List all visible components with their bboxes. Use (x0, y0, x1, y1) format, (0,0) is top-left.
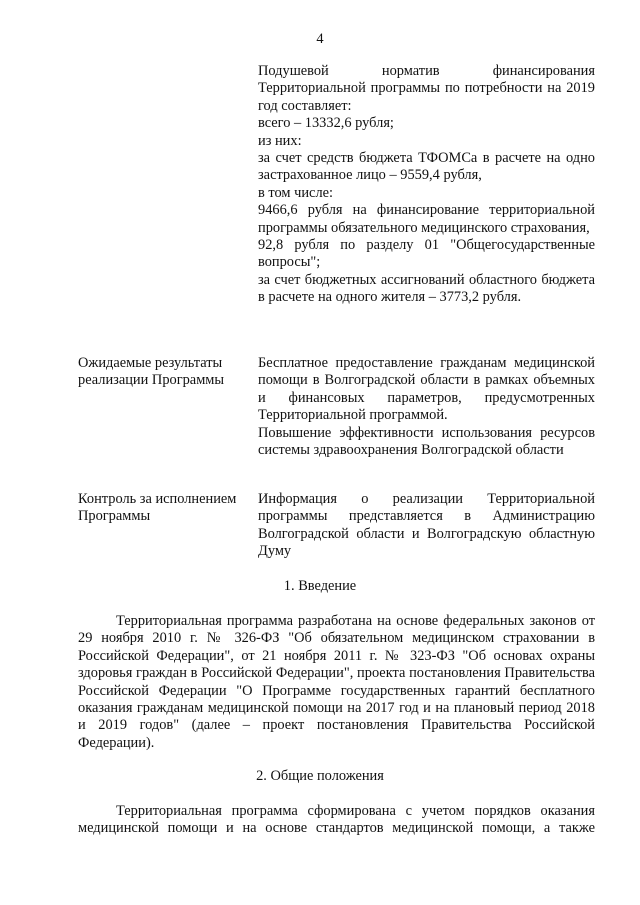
expected-results-text (258, 355, 595, 459)
section-paragraph: Территориальная программа разработана на основе федеральных законов от 29 ноября 2010 г. № 326-ФЗ "Об обязательном медицинском страховании в Российской Федерации", от 21 ноября 2011 г. № 323-ФЗ "Об основах охраны здоровья граждан в Российской Федерации", проекта постановления Правительства Российской Федерации "О Программе государственных гарантий бесплатного оказания гражданам медицинской помощи на 2017 год и на плановый период 2018 и 2019 годов" (далее – проект постановления Правительства Российской Федерации). (78, 613, 595, 751)
control-text (258, 491, 595, 561)
control-label-text: Контроль за исполнением Программы (78, 491, 237, 525)
expected-results-label-text: Ожидаемые результаты реализации Программы (78, 355, 225, 389)
financing-line: Подушевой норматив финансирования Территориальной программы по потребности на 2019 год составляет: (258, 63, 595, 114)
section-heading: 2. Общие положения (256, 768, 384, 784)
expected-results-para: Бесплатное предоставление гражданам медицинской помощи в Волгоградской области в рамках объемных и финансовых параметров, предусмотренных Территориальной программой. (258, 355, 595, 424)
financing-line: за счет средств бюджета ТФОМСа в расчете на одно застрахованное лицо – 9559,4 рубля, (258, 150, 595, 184)
page-number: 4 (316, 31, 324, 47)
control-label (78, 491, 253, 526)
section-paragraph: Территориальная программа сформирована с учетом порядков оказания медицинской помощи и на основе стандартов медицинской помощи, а также (78, 803, 595, 837)
control-para: Информация о реализации Территориальной программы представляется в Администрацию Волгоградской области и Волгоградскую областную Думу (258, 491, 595, 560)
financing-line: 9466,6 рубля на финансирование территориальной программы обязательного медицинского страхования, (258, 202, 595, 236)
financing-line: в том числе: (258, 184, 334, 201)
section-heading: 1. Введение (283, 578, 357, 594)
financing-line: всего – 13332,6 рубля; (258, 115, 394, 132)
financing-block (258, 63, 595, 307)
expected-results-label (78, 355, 253, 390)
expected-results-para: Повышение эффективности использования ресурсов системы здравоохранения Волгоградской области (258, 424, 595, 459)
financing-line: 92,8 рубля по разделу 01 "Общегосударственные вопросы"; (258, 237, 595, 271)
financing-line: за счет бюджетных ассигнований областного бюджета в расчете на одного жителя – 3773,2 рубля. (258, 271, 595, 306)
financing-line: из них: (258, 132, 302, 149)
